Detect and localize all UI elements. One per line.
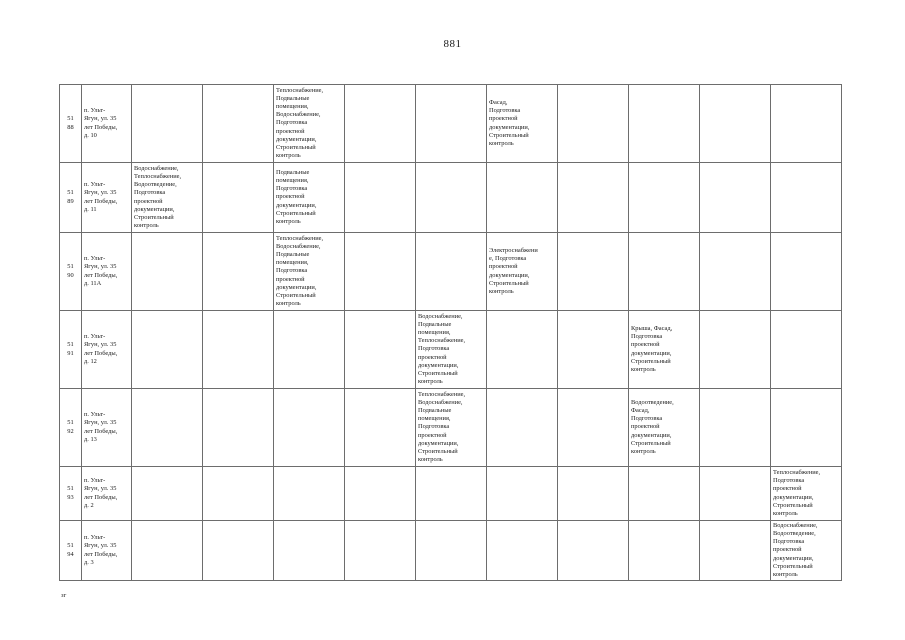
work-type-cell	[345, 389, 416, 467]
row-number-cell: 51 90	[60, 233, 82, 311]
work-type-cell	[629, 467, 700, 521]
work-type-cell	[416, 233, 487, 311]
work-type-cell: Водоотведение, Фасад, Подготовка проектной документации, Строительный контроль	[629, 389, 700, 467]
work-type-cell	[203, 163, 274, 233]
row-number-cell: 51 92	[60, 389, 82, 467]
work-type-cell	[203, 389, 274, 467]
table-row	[60, 233, 842, 311]
row-number-cell: 51 93	[60, 467, 82, 521]
table-row	[60, 467, 842, 521]
work-type-cell	[771, 389, 842, 467]
row-number-cell: 51 94	[60, 521, 82, 581]
work-type-cell	[629, 233, 700, 311]
work-type-cell	[274, 311, 345, 389]
work-schedule-table	[59, 84, 842, 581]
work-type-cell	[345, 85, 416, 163]
table-row	[60, 311, 842, 389]
work-type-cell	[132, 389, 203, 467]
work-type-cell	[771, 85, 842, 163]
work-type-cell: Теплоснабжение, Подготовка проектной документации, Строительный контроль	[771, 467, 842, 521]
work-type-cell	[416, 521, 487, 581]
address-cell: п. Ульт- Ягун, ул. 35 лет Победы, д. 11	[82, 163, 132, 233]
work-type-cell: Водоснабжение, Подвальные помещения, Теплоснабжение, Подготовка проектной документации, Строительный контроль	[416, 311, 487, 389]
work-type-cell	[132, 85, 203, 163]
work-type-cell	[558, 233, 629, 311]
work-type-cell	[345, 233, 416, 311]
work-type-cell	[558, 521, 629, 581]
work-type-cell	[700, 521, 771, 581]
work-type-cell	[203, 233, 274, 311]
work-type-cell	[487, 389, 558, 467]
work-type-cell	[629, 163, 700, 233]
work-type-cell	[487, 467, 558, 521]
work-type-cell	[203, 467, 274, 521]
work-type-cell: Теплоснабжение, Подвальные помещения, Водоснабжение, Подготовка проектной документации, Строительный контроль	[274, 85, 345, 163]
work-type-cell	[203, 85, 274, 163]
work-type-cell	[700, 163, 771, 233]
address-cell: п. Ульт- Ягун, ул. 35 лет Победы, д. 10	[82, 85, 132, 163]
work-type-cell: Подвальные помещения, Подготовка проектной документации, Строительный контроль	[274, 163, 345, 233]
work-type-cell	[274, 521, 345, 581]
work-type-cell	[771, 311, 842, 389]
work-type-cell: Теплоснабжение, Водоснабжение, Подвальные помещения, Подготовка проектной документации, Строительный контроль	[416, 389, 487, 467]
work-type-cell	[345, 521, 416, 581]
address-cell: п. Ульт- Ягун, ул. 35 лет Победы, д. 12	[82, 311, 132, 389]
page-number: 881	[443, 38, 462, 50]
work-type-cell	[700, 233, 771, 311]
work-type-cell	[700, 311, 771, 389]
work-type-cell	[416, 85, 487, 163]
work-type-cell	[629, 521, 700, 581]
footer-mark: зг	[61, 592, 67, 599]
address-cell: п. Ульт- Ягун, ул. 35 лет Победы, д. 11А	[82, 233, 132, 311]
table-row	[60, 85, 842, 163]
work-type-cell	[487, 163, 558, 233]
work-type-cell: Электроснабжени е, Подготовка проектной документации, Строительный контроль	[487, 233, 558, 311]
row-number-cell: 51 88	[60, 85, 82, 163]
work-type-cell	[700, 389, 771, 467]
work-type-cell: Водоснабжение, Водоотведение, Подготовка проектной документации, Строительный контроль	[771, 521, 842, 581]
work-type-cell: Водоснабжение, Теплоснабжение, Водоотведение, Подготовка проектной документации, Строительный контроль	[132, 163, 203, 233]
work-type-cell	[345, 467, 416, 521]
work-type-cell	[416, 163, 487, 233]
work-type-cell: Фасад, Подготовка проектной документации, Строительный контроль	[487, 85, 558, 163]
work-type-cell: Крыша, Фасад, Подготовка проектной документации, Строительный контроль	[629, 311, 700, 389]
work-type-cell: Теплоснабжение, Водоснабжение, Подвальные помещения, Подготовка проектной документации, Строительный контроль	[274, 233, 345, 311]
work-type-cell	[132, 311, 203, 389]
table-row	[60, 521, 842, 581]
work-type-cell	[132, 233, 203, 311]
work-type-cell	[487, 311, 558, 389]
work-type-cell	[700, 85, 771, 163]
work-type-cell	[771, 163, 842, 233]
address-cell: п. Ульт- Ягун, ул. 35 лет Победы, д. 2	[82, 467, 132, 521]
work-type-cell	[558, 389, 629, 467]
work-type-cell	[345, 163, 416, 233]
work-type-cell	[558, 163, 629, 233]
work-type-cell	[274, 467, 345, 521]
work-type-cell	[132, 521, 203, 581]
work-type-cell	[203, 521, 274, 581]
row-number-cell: 51 91	[60, 311, 82, 389]
work-type-cell	[771, 233, 842, 311]
work-type-cell	[558, 85, 629, 163]
address-cell: п. Ульт- Ягун, ул. 35 лет Победы, д. 3	[82, 521, 132, 581]
work-type-cell	[629, 85, 700, 163]
work-type-cell	[203, 311, 274, 389]
work-type-cell	[274, 389, 345, 467]
work-type-cell	[558, 311, 629, 389]
table-row	[60, 389, 842, 467]
work-type-cell	[345, 311, 416, 389]
work-type-cell	[700, 467, 771, 521]
address-cell: п. Ульт- Ягун, ул. 35 лет Победы, д. 13	[82, 389, 132, 467]
work-type-cell	[487, 521, 558, 581]
table-body	[60, 85, 842, 581]
row-number-cell: 51 89	[60, 163, 82, 233]
work-type-cell	[416, 467, 487, 521]
work-type-cell	[558, 467, 629, 521]
work-type-cell	[132, 467, 203, 521]
table-row	[60, 163, 842, 233]
